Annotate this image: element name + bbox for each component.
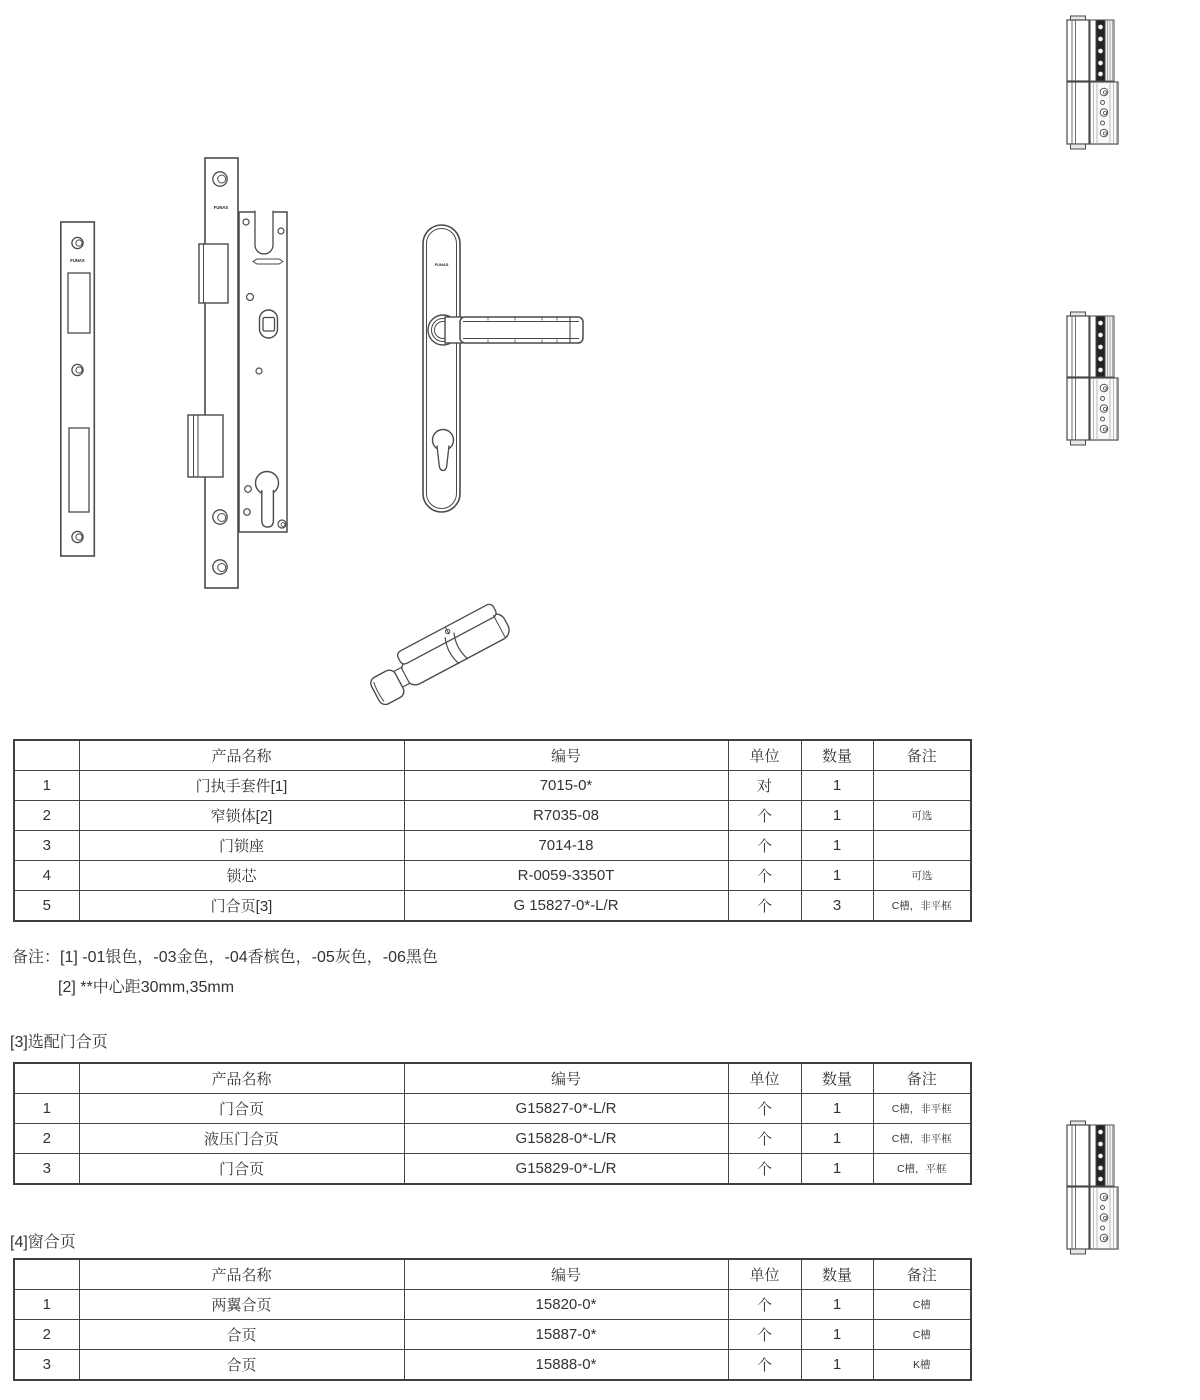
table-header-row — [14, 1259, 971, 1290]
unit-cell: 个 — [728, 801, 801, 831]
table-row — [14, 1154, 971, 1185]
unit-cell: 个 — [728, 831, 801, 861]
remark-cell: C槽，非平框 — [873, 1124, 971, 1154]
brand-logo: FUNAS — [434, 262, 449, 267]
remark-cell: C槽 — [873, 1290, 971, 1320]
unit-cell: 个 — [728, 861, 801, 891]
table-row — [14, 861, 971, 891]
index-cell: 3 — [14, 1154, 79, 1185]
unit-cell: 个 — [728, 1154, 801, 1185]
table-row — [14, 831, 971, 861]
remark-cell — [873, 771, 971, 801]
code-cell: G15829-0*-L/R — [404, 1154, 728, 1185]
header-code: 编号 — [404, 1063, 728, 1094]
door-hinge-section-heading: [3]选配门合页 — [10, 1034, 108, 1051]
header-qty: 数量 — [801, 1259, 873, 1290]
notes-line-1: 备注：[1] -01银色，-03金色，-04香槟色，-05灰色，-06黑色 — [12, 949, 438, 966]
header-remark: 备注 — [873, 1259, 971, 1290]
header-product-name: 产品名称 — [79, 740, 404, 771]
window-hinge-table — [13, 1258, 972, 1381]
qty-cell: 1 — [801, 1094, 873, 1124]
brand-logo: FUNAS — [213, 205, 229, 210]
main-parts-table — [13, 739, 972, 922]
index-cell: 4 — [14, 861, 79, 891]
product-name-cell: 两翼合页 — [79, 1290, 404, 1320]
index-cell: 1 — [14, 1094, 79, 1124]
qty-cell: 1 — [801, 831, 873, 861]
header-unit: 单位 — [728, 1063, 801, 1094]
qty-cell: 1 — [801, 1350, 873, 1381]
product-name-cell: 门合页 — [79, 1094, 404, 1124]
product-name-cell: 门执手套件[1] — [79, 771, 404, 801]
header-index — [14, 1063, 79, 1094]
remark-cell — [873, 831, 971, 861]
index-cell: 2 — [14, 801, 79, 831]
header-product-name: 产品名称 — [79, 1259, 404, 1290]
lock-body-drawing — [183, 150, 293, 595]
unit-cell: 个 — [728, 1320, 801, 1350]
table-row — [14, 1350, 971, 1381]
table-row — [14, 801, 971, 831]
remark-cell: C槽，非平框 — [873, 1094, 971, 1124]
remark-cell: 可选 — [873, 801, 971, 831]
header-qty: 数量 — [801, 740, 873, 771]
notes-line-2: [2] **中心距30mm,35mm — [58, 979, 235, 996]
product-name-cell: 合页 — [79, 1350, 404, 1381]
index-cell: 2 — [14, 1320, 79, 1350]
code-cell: G15828-0*-L/R — [404, 1124, 728, 1154]
index-cell: 3 — [14, 831, 79, 861]
door-hinge-drawing-2 — [1066, 311, 1122, 447]
header-code: 编号 — [404, 740, 728, 771]
unit-cell: 个 — [728, 1350, 801, 1381]
lock-cylinder-drawing — [358, 592, 518, 717]
header-index — [14, 1259, 79, 1290]
code-cell: G 15827-0*-L/R — [404, 891, 728, 922]
product-name-cell: 门锁座 — [79, 831, 404, 861]
table-row — [14, 1320, 971, 1350]
header-index — [14, 740, 79, 771]
qty-cell: 1 — [801, 771, 873, 801]
qty-cell: 1 — [801, 1320, 873, 1350]
table-row — [14, 891, 971, 922]
brand-logo: FUNAS — [70, 258, 85, 263]
index-cell: 3 — [14, 1350, 79, 1381]
remark-cell: C槽，平框 — [873, 1154, 971, 1185]
unit-cell: 个 — [728, 891, 801, 922]
header-unit: 单位 — [728, 1259, 801, 1290]
index-cell: 1 — [14, 1290, 79, 1320]
unit-cell: 个 — [728, 1124, 801, 1154]
header-remark: 备注 — [873, 740, 971, 771]
window-hinge-section-heading: [4]窗合页 — [10, 1234, 76, 1251]
code-cell: 15820-0* — [404, 1290, 728, 1320]
table-row — [14, 771, 971, 801]
remark-cell: C槽，非平框 — [873, 891, 971, 922]
qty-cell: 1 — [801, 1124, 873, 1154]
code-cell: 7014-18 — [404, 831, 728, 861]
table-header-row — [14, 1063, 971, 1094]
code-cell: 15887-0* — [404, 1320, 728, 1350]
table-header-row — [14, 740, 971, 771]
header-code: 编号 — [404, 1259, 728, 1290]
product-name-cell: 门合页[3] — [79, 891, 404, 922]
code-cell: R7035-08 — [404, 801, 728, 831]
unit-cell: 对 — [728, 771, 801, 801]
index-cell: 1 — [14, 771, 79, 801]
qty-cell: 3 — [801, 891, 873, 922]
remark-cell: 可选 — [873, 861, 971, 891]
door-hinge-drawing-3 — [1066, 1120, 1122, 1256]
index-cell: 5 — [14, 891, 79, 922]
table-row — [14, 1124, 971, 1154]
unit-cell: 个 — [728, 1290, 801, 1320]
product-name-cell: 锁芯 — [79, 861, 404, 891]
code-cell: 15888-0* — [404, 1350, 728, 1381]
product-name-cell: 窄锁体[2] — [79, 801, 404, 831]
index-cell: 2 — [14, 1124, 79, 1154]
header-remark: 备注 — [873, 1063, 971, 1094]
header-product-name: 产品名称 — [79, 1063, 404, 1094]
strike-plate-drawing — [56, 216, 100, 562]
product-name-cell: 液压门合页 — [79, 1124, 404, 1154]
code-cell: G15827-0*-L/R — [404, 1094, 728, 1124]
door-hinge-drawing-1 — [1066, 15, 1122, 151]
product-name-cell: 门合页 — [79, 1154, 404, 1185]
table-row — [14, 1290, 971, 1320]
remark-cell: C槽 — [873, 1320, 971, 1350]
header-unit: 单位 — [728, 740, 801, 771]
header-qty: 数量 — [801, 1063, 873, 1094]
code-cell: R-0059-3350T — [404, 861, 728, 891]
product-name-cell: 合页 — [79, 1320, 404, 1350]
door-handle-drawing — [415, 218, 590, 518]
qty-cell: 1 — [801, 801, 873, 831]
table-row — [14, 1094, 971, 1124]
qty-cell: 1 — [801, 1290, 873, 1320]
unit-cell: 个 — [728, 1094, 801, 1124]
door-hinge-options-table — [13, 1062, 972, 1185]
code-cell: 7015-0* — [404, 771, 728, 801]
qty-cell: 1 — [801, 1154, 873, 1185]
remark-cell: K槽 — [873, 1350, 971, 1381]
qty-cell: 1 — [801, 861, 873, 891]
